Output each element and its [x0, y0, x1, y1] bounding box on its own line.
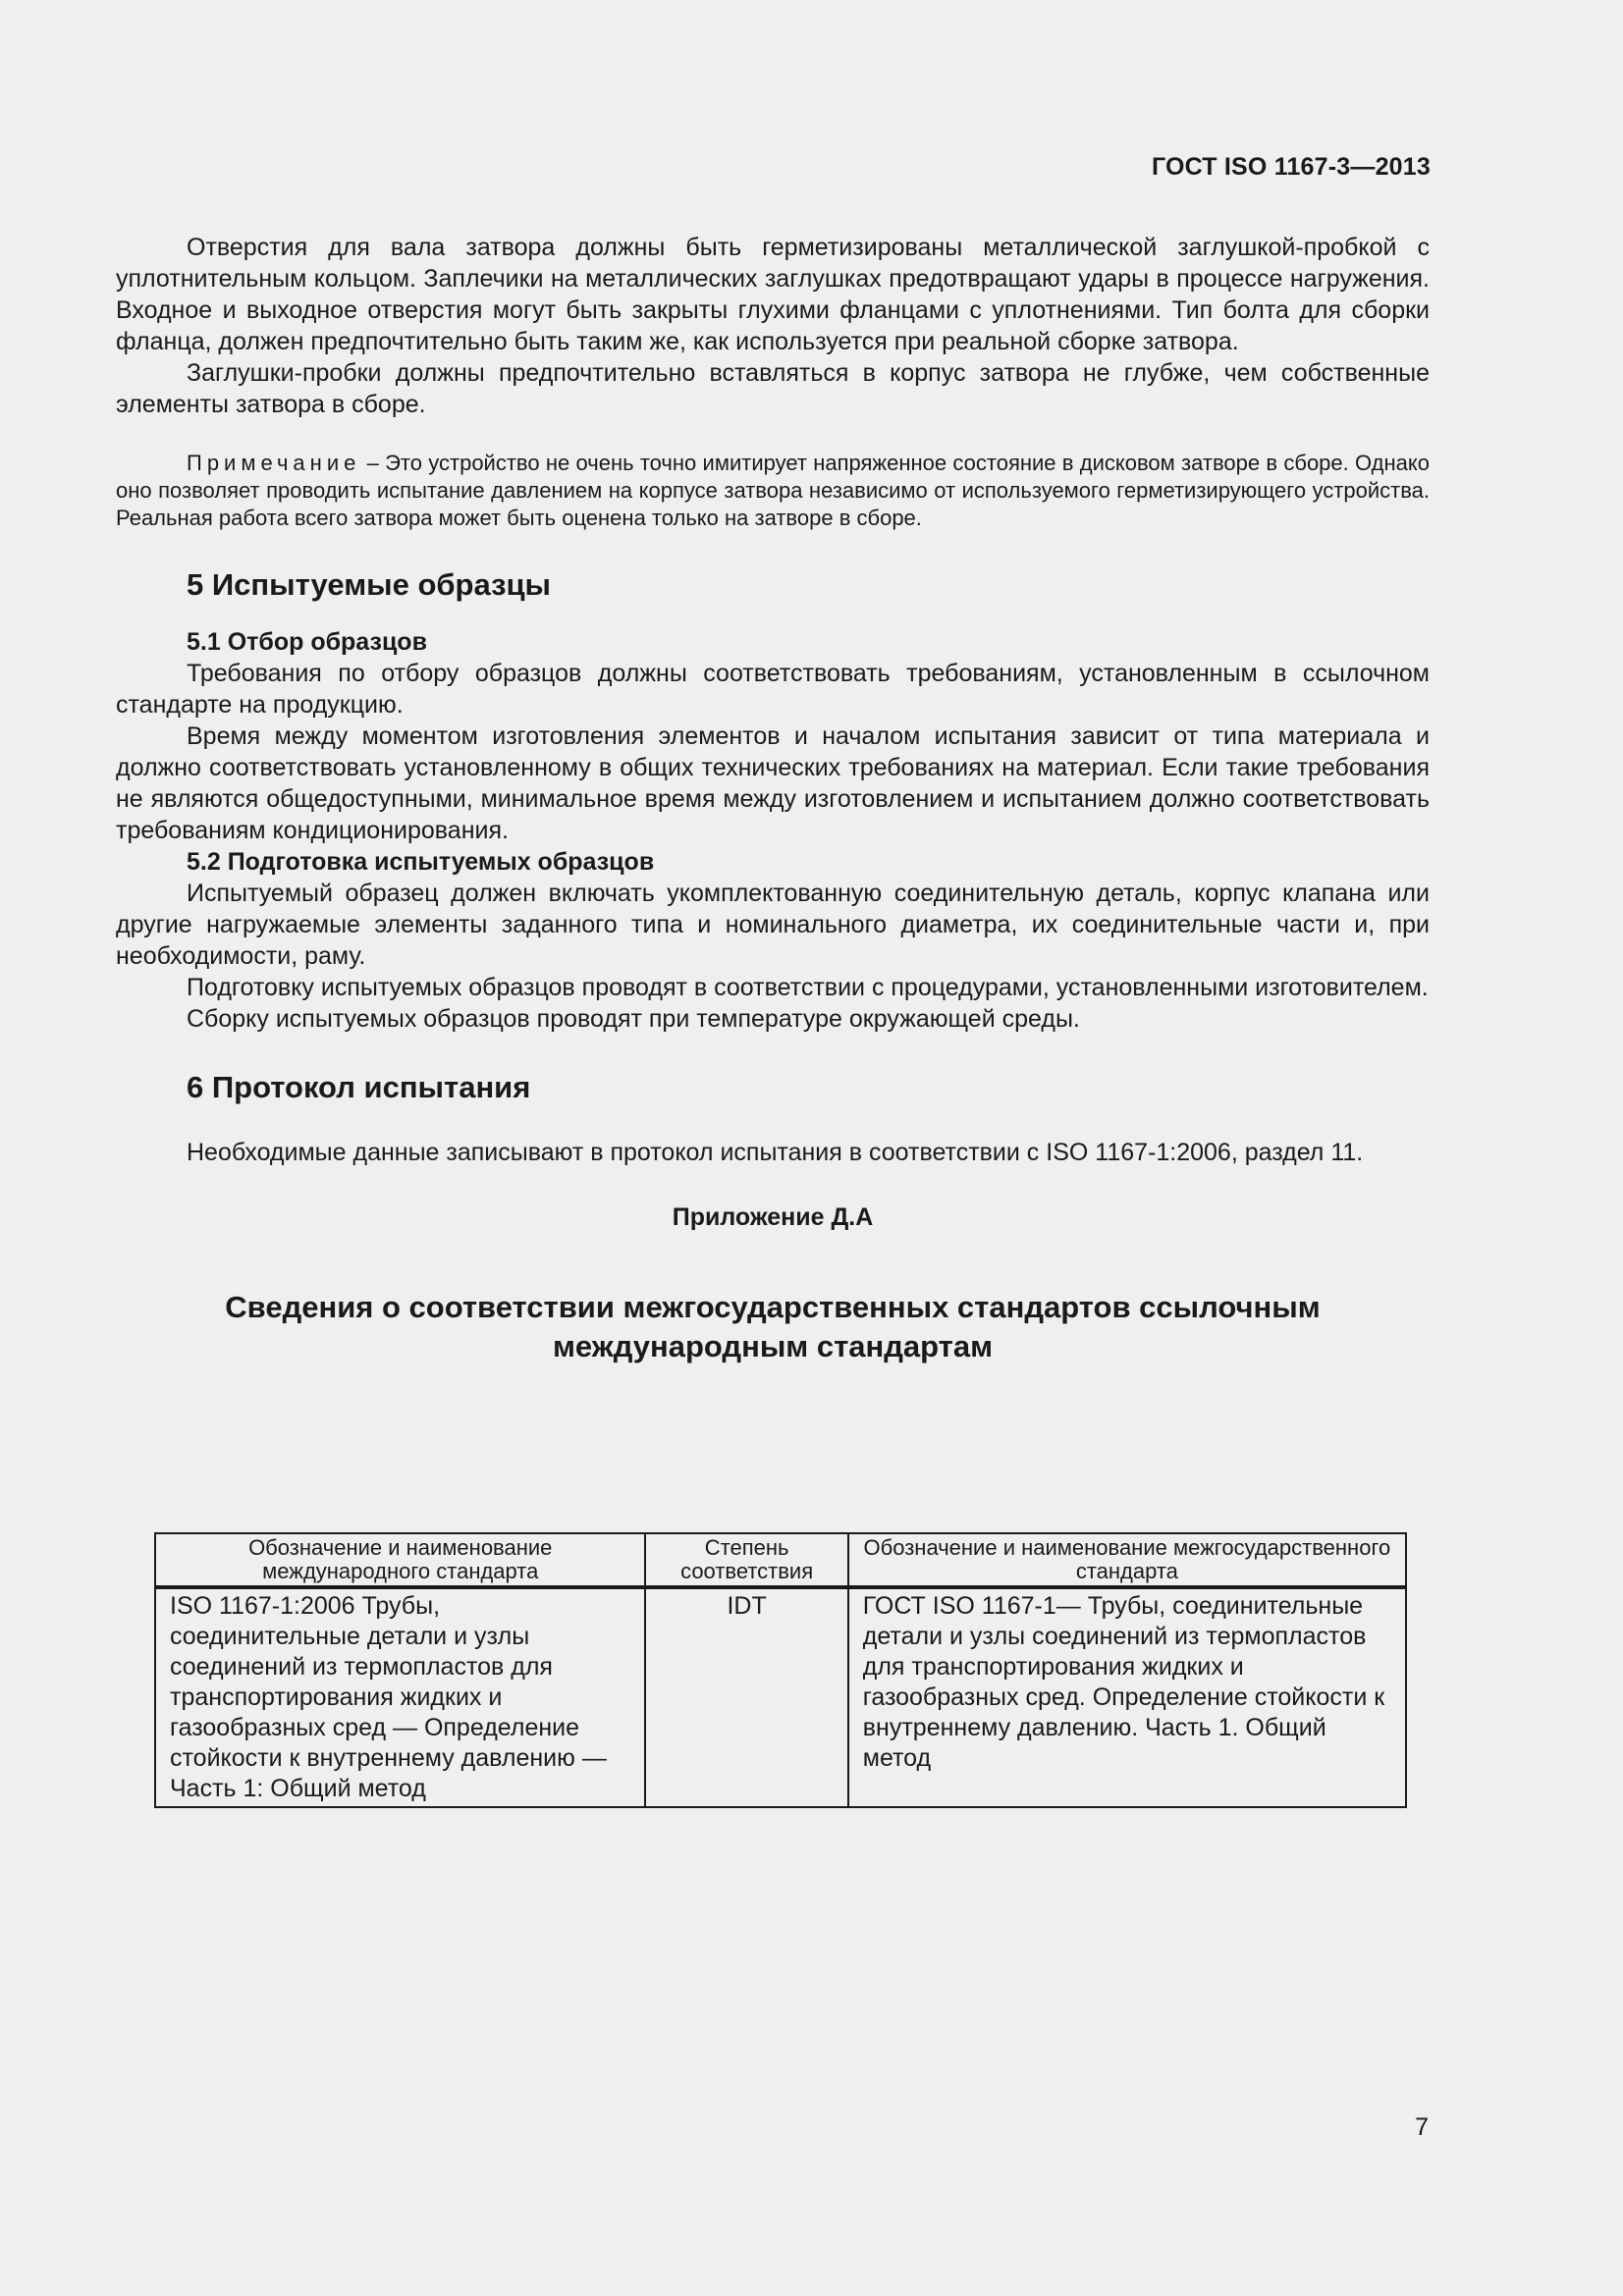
subsection-heading-5-1: 5.1 Отбор образцов	[187, 628, 427, 656]
section-heading-6: 6 Протокол испытания	[187, 1070, 531, 1104]
standards-table	[154, 1532, 1407, 1808]
subsection-heading-5-2: 5.2 Подготовка испытуемых образцов	[187, 848, 655, 876]
document-body	[116, 232, 1430, 1366]
table-header-cell: Степень соответствия	[645, 1533, 847, 1587]
table-header-cell: Обозначение и наименование международного стандарта	[155, 1533, 645, 1587]
table-header-cell: Обозначение и наименование межгосударственного стандарта	[848, 1533, 1406, 1587]
note-text: – Это устройство не очень точно имитирует напряженное состояние в дисковом затворе в сборе. Однако оно позволяет проводить испытание давлением на корпусе затвора независимо от используемого герметизирующего устройства. Реальная работа всего затвора может быть оценена только на затворе в сборе.	[116, 451, 1430, 530]
paragraph: Требования по отбору образцов должны соответствовать требованиям, установленным в ссылочном стандарте на продукцию.	[116, 660, 1430, 719]
note-label: Примечание	[187, 451, 361, 475]
paragraph: Отверстия для вала затвора должны быть герметизированы металлической заглушкой-пробкой с уплотнительным кольцом. Заплечики на металлических заглушках предотвращают удары в процессе нагружения. Входное и выходное отверстия могут быть закрыты глухими фланцами с уплотнениями. Тип болта для сборки фланца, должен предпочтительно быть таким же, как используется при реальной сборке затвора.	[116, 234, 1430, 355]
document-code: ГОСТ ISO 1167-3—2013	[1151, 153, 1431, 181]
table-cell-interstate-standard: ГОСТ ISO 1167-1— Трубы, соединительные детали и узлы соединений из термопластов для транспортирования жидких и газообразных сред. Определение стойкости к внутреннему давлению. Часть 1. Общий метод	[848, 1587, 1406, 1807]
paragraph: Сборку испытуемых образцов проводят при температуре окружающей среды.	[187, 1005, 1080, 1033]
paragraph: Заглушки-пробки должны предпочтительно вставляться в корпус затвора не глубже, чем собственные элементы затвора в сборе.	[116, 359, 1430, 418]
appendix-label: Приложение Д.А	[672, 1203, 874, 1231]
section-heading-5: 5 Испытуемые образцы	[187, 567, 552, 602]
paragraph: Время между моментом изготовления элементов и началом испытания зависит от типа материала и должно соответствовать установленному в общих технических требованиях на материал. Если такие требования не являются общедоступными, минимальное время между изготовлением и испытанием должно соответствовать требованиям кондиционирования.	[116, 722, 1430, 844]
appendix-title: Сведения о соответствии межгосударственных стандартов ссылочным международным стандартам	[225, 1290, 1321, 1363]
table-cell-degree: IDT	[645, 1587, 847, 1807]
note	[116, 450, 1430, 532]
table-cell-international-standard: ISO 1167-1:2006 Трубы, соединительные детали и узлы соединений из термопластов для транспортирования жидких и газообразных сред — Определение стойкости к внутреннему давлению — Часть 1: Общий метод	[155, 1587, 645, 1807]
paragraph: Испытуемый образец должен включать укомплектованную соединительную деталь, корпус клапана или другие нагружаемые элементы заданного типа и номинального диаметра, их соединительные части и, при необходимости, раму.	[116, 880, 1430, 970]
table-row	[155, 1587, 1406, 1807]
page-number: 7	[1415, 2113, 1429, 2141]
paragraph: Подготовку испытуемых образцов проводят в соответствии с процедурами, установленными изготовителем.	[187, 974, 1429, 1001]
table-header-row	[155, 1533, 1406, 1587]
paragraph: Необходимые данные записывают в протокол испытания в соответствии с ISO 1167-1:2006, раздел 11.	[187, 1139, 1364, 1166]
